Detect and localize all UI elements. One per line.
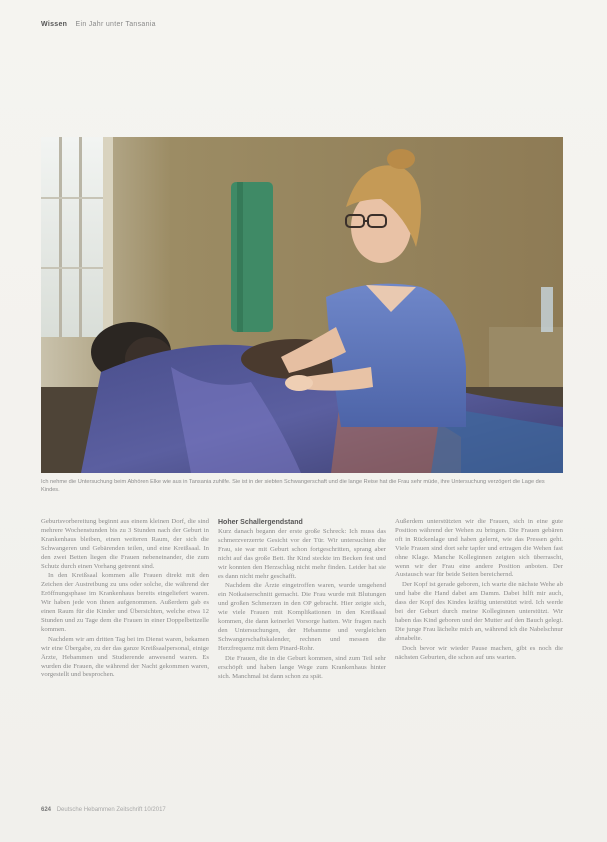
page-footer [41,807,166,813]
photo-caption: Ich nehme die Untersuchung beim Abhören Elke wie aus in Tansania zuhilfe. Sie ist in der siebten Schwangerschaft und die lange Reise hat die Frau sehr müde, ihre Untersuchung verzögert die Lage des Kindes. [41,479,545,493]
section-title: Ein Jahr unter Tansania [75,21,156,28]
paragraph: Nachdem die Ärzte eingetroffen waren, wurde umgehend ein Notkaiserschnitt gemacht. Die Frau wurde mit Blutungen und großen Schmerzen in den OP gebracht. Hier zeigte sich, wie viele Frauen mit Komplikationen in den Kreißsaal kommen, die dann keinerlei Vorsorge hatten. Wir fragen nach den Untersuchungen, der Hebamme und vergleichen Schwangerschaftskalender, rechnen und messen die Herzfrequenz mit dem Pinard-Rohr. [218,582,386,652]
paragraph: Die Frauen, die in die Geburt kommen, sind zum Teil sehr erschöpft und haben lange Wege zum Krankenhaus hinter sich. Manchmal ist dann schon zu spät. [218,654,386,680]
paragraph: Kurz danach begann der erste große Schreck: Ich muss das schmerzverzerrte Gesicht vor der Tür. Wir untersuchten die Frau, sie war mit Geburt schon fortgeschritten, sprang aber nicht auf das große Bett. Ihr Kind steckte im Becken fest und wir konnten den Herzschlag nicht mehr finden. Leider hat sie es dann nicht mehr geschafft. [218,528,386,580]
photo-illustration [41,137,563,473]
paragraph: Geburtsvorbereitung beginnt aus einem kleinen Dorf, die sind mehrere Wochenstunden bis zu 3 Stunden nach der Geburt in Krankenhaus bleiben, einen weiteren Raum, der sich die Schwangeren und Gebärenden teilen, und eine Kreißsaal. In den zwei Betten liegen die Frauen nebeneinander, die zum Schutz durch einen Vorhang getrennt sind. [41,518,209,570]
article-column-3 [395,518,563,664]
section-label: Wissen [41,21,68,28]
paragraph: Der Kopf ist gerade geboren, ich warte die nächste Wehe ab und habe die Hand dabei am Damm. Dabei hilft mir auch, dass der Kopf des Kindes kräftig unterstützt wird. Ich werde bei der Geburt durch meine Kolleginnen unterstützt. Wir haben das Kind geboren und der Mutter auf den Bauch gelegt. Die junge Frau lächelte mich an, während ich die Nabelschnur abnabelte. [395,581,563,642]
paragraph: Nachdem wir am dritten Tag bei im Dienst waren, bekamen wir eine Übergabe, zu der das ganze Kreißsaalpersonal, einige Ärzte, Hebammen und Studierende anwesend waren. Es wurden die Frauen, die während der Nacht gekommen waren, vorgestellt und besprochen. [41,635,209,679]
article-column-2 [218,518,386,682]
article-photo [41,137,563,473]
running-head [41,21,156,28]
paragraph: In den Kreißsaal kommen alle Frauen direkt mit den Zeichen der Austreibung zu uns oder solche, die während der Eröffnungsphase im Krankenhaus bereits eingeliefert waren. Wir haben jede von ihnen aufgenommen. Außerdem gab es einen Raum für die Kinder und Übersichten, welche etwa 12 Stunden und zu Tage dem die Frauen in einer Doppelbettzelle kommen. [41,572,209,633]
page-number: 624 [41,807,52,813]
publication-name: Deutsche Hebammen Zeitschrift 10/2017 [56,807,166,813]
article-column-1 [41,518,209,681]
paragraph: Außerdem unterstützten wir die Frauen, sich in eine gute Position während der Wehen zu bringen. Die Frauen gebären oft in Rückenlage und haben gelernt, wie das Pressen geht. Viele Frauen sind dort sehr tapfer und ertragen die Wehen fast ohne Klage. Manche Kolleginnen zeigten sich überrascht, wenn wir der Frau eine andere Position anboten. Der Austausch war für beide Seiten bereichernd. [395,518,563,579]
subheading: Hoher Schallergendstand [218,519,303,526]
paragraph: Doch bevor wir wieder Pause machen, gibt es noch die nächsten Geburten, die schon auf uns warten. [395,644,563,661]
